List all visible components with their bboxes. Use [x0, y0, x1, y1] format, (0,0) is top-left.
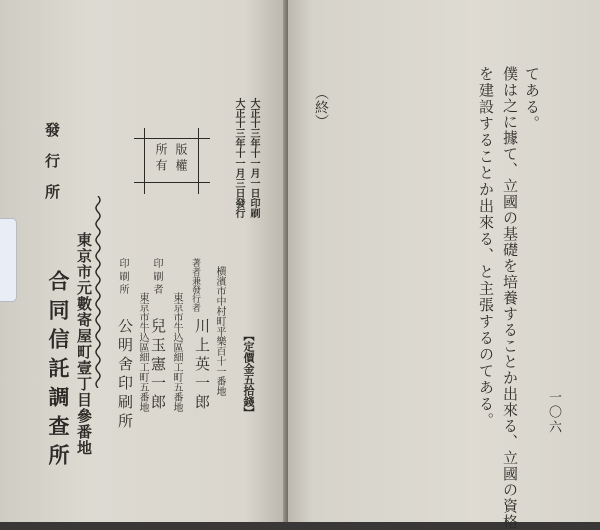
body-line-2: 僕は之に據て、立國の基礎を培養することか出來る、立國の資格 — [501, 66, 519, 530]
printing-date: 大正十三年十一月一日印刷 — [248, 98, 259, 218]
publisher-address: 東京市元數寄屋町壹丁目參番地 — [75, 232, 93, 456]
author-role: 著者兼發行者 — [190, 258, 200, 312]
copyright-col-1: 版權 — [174, 143, 188, 175]
printer-name: 兒玉憲一郎 — [149, 318, 167, 413]
price-label: 【定價金五拾錢】 — [242, 330, 255, 418]
printer-address: 東京市牛込區細工町五番地 — [171, 292, 182, 412]
body-line-3: を建設することか出來る、と主張するのてある。 — [477, 66, 495, 429]
body-line-1: てある。 — [523, 66, 541, 132]
publishing-date: 大正十三年十一月三日發行 — [233, 98, 244, 218]
hakkosho-label: 發行所 — [43, 122, 61, 215]
wavy-rule — [93, 196, 103, 388]
end-mark: （終） — [313, 86, 329, 128]
print-shop-name: 公明舍印刷所 — [116, 318, 134, 432]
author-address: 横濱市中村町平樂百十一番地 — [214, 266, 225, 396]
page-number: 一〇六 — [546, 390, 561, 435]
print-shop-role: 印刷所 — [117, 258, 128, 297]
colophon-page — [0, 0, 288, 522]
text-page — [288, 0, 600, 530]
author-name: 川上英一郎 — [193, 318, 211, 413]
print-shop-address: 東京市牛込區細工町五番地 — [137, 292, 148, 412]
copyright-col-2: 所有 — [154, 143, 168, 175]
publisher-name: 合同信託調查所 — [46, 270, 71, 473]
printer-role: 印刷者 — [151, 258, 162, 297]
bookmark-tab — [0, 218, 17, 302]
copyright-stamp — [134, 128, 210, 194]
